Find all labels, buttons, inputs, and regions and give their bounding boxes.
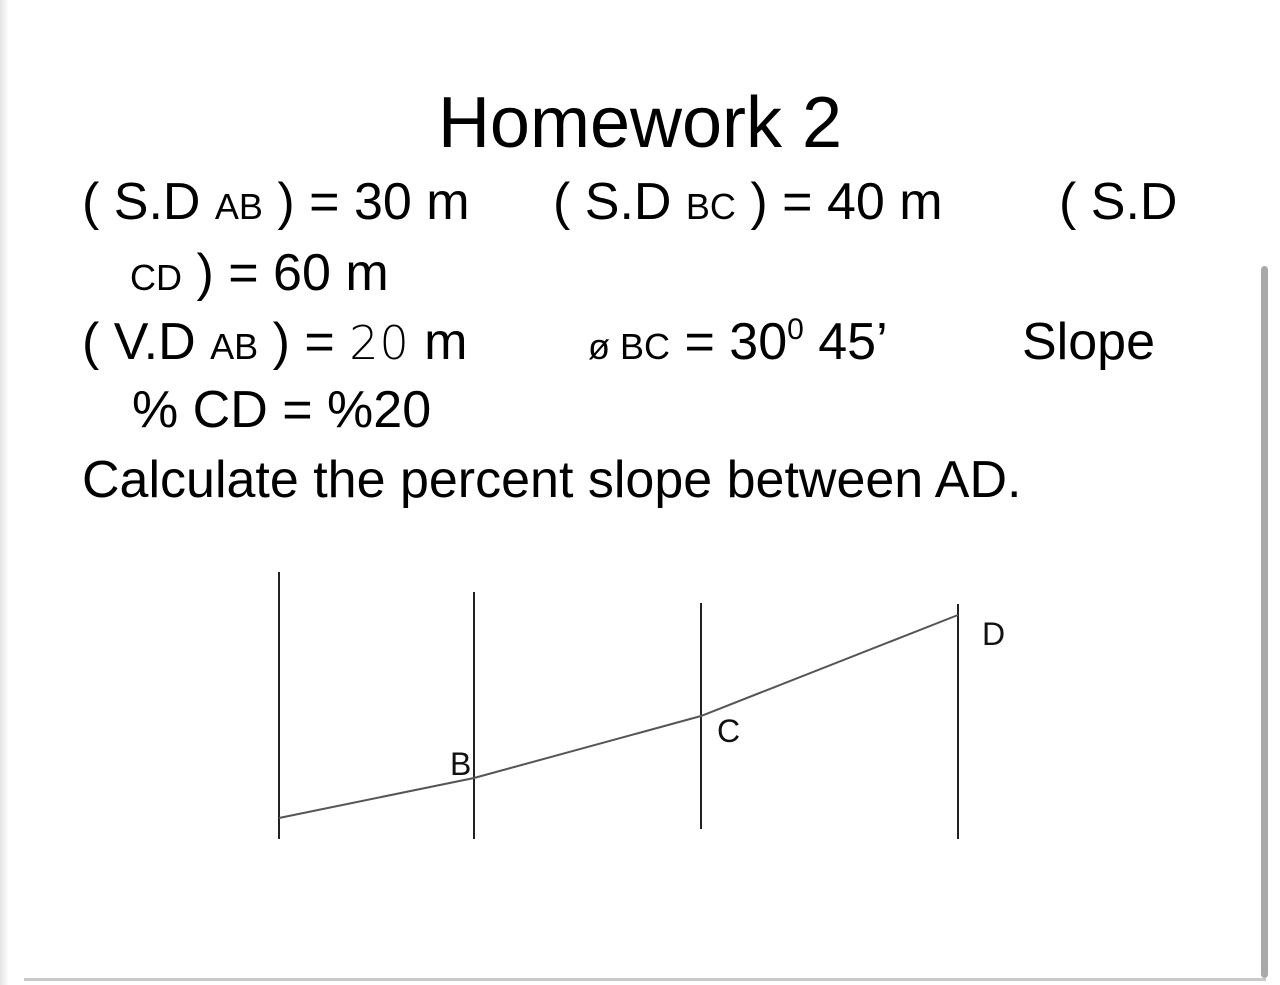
angle-bc-prefix: ø BC [588,326,671,367]
sd-ab-sub: AB [214,186,263,227]
sd-cd-open: ( S.D [1059,173,1178,231]
angle-bc-eq: = 30 [670,313,788,371]
vd-ab-mid: ) = [258,313,350,371]
point-d-label: D [982,616,1006,652]
point-b-label: B [450,746,472,782]
slope-second: % CD = %20 [132,381,432,439]
point-c-label: C [717,713,741,749]
question-text: Calculate the percent slope between AD. [82,451,1022,509]
sd-bc-close: ) = 40 m [735,173,943,231]
vd-ab-sub: AB [210,326,259,367]
vd-ab-unit: m [409,313,468,371]
vd-ab-open: ( V.D [82,313,211,371]
vd-ab-handwritten-value: 20 [349,316,410,370]
sd-bc-sub: BC [685,186,736,227]
angle-bc-degree-mark: 0 [787,313,804,346]
ground-profile-line [279,615,958,818]
page-title: Homework 2 [437,83,843,163]
sd-cd-close: ) = 60 m [182,244,389,302]
sd-cd-sub: CD [130,257,182,298]
sd-ab-open: ( S.D [82,173,215,231]
sd-ab-close: ) = 30 m [262,173,470,231]
slope-first: Slope [1022,313,1155,371]
angle-bc-minutes: 45’ [803,313,888,371]
sd-bc-open: ( S.D [553,173,686,231]
